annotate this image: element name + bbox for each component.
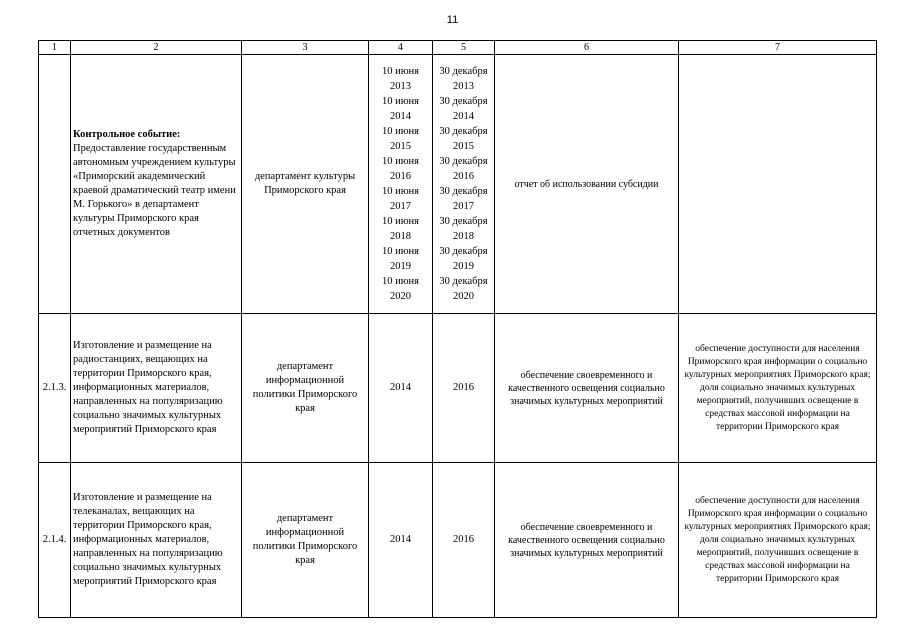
end-date: 30 декабря 2015 xyxy=(439,126,488,152)
executor-cell: департамент информационной политики Приморского края xyxy=(242,314,369,463)
column-header: 3 xyxy=(242,41,369,55)
row-number: 2.1.4. xyxy=(39,463,71,618)
plan-table xyxy=(38,40,877,618)
start-date: 10 июня 2015 xyxy=(381,126,420,152)
indicator-cell: обеспечение доступности для населения Приморского края информации о социально культурных мероприятиях Приморского края; доля социально значимых культурных мероприятий, получивших освещение в средствах массовой информации на территории Приморского края xyxy=(679,463,877,618)
start-date: 10 июня 2019 xyxy=(381,246,420,272)
end-date: 30 декабря 2014 xyxy=(439,96,488,122)
column-header: 4 xyxy=(369,41,433,55)
indicator-cell xyxy=(679,55,877,314)
executor-cell: департамент информационной политики Приморского края xyxy=(242,463,369,618)
activity-text: Предоставление государственным автономным учреждением культуры «Приморский академический краевой драматический театр имени М. Горького» в департамент культуры Приморского края отчетных документов xyxy=(73,143,236,238)
start-date: 10 июня 2018 xyxy=(381,216,420,242)
start-date: 10 июня 2016 xyxy=(381,156,420,182)
result-cell: обеспечение своевременного и качественного освещения социально значимых культурных мероприятий xyxy=(495,463,679,618)
start-year: 2014 xyxy=(369,463,433,618)
start-dates-cell xyxy=(369,55,433,314)
column-header: 1 xyxy=(39,41,71,55)
end-date: 30 декабря 2020 xyxy=(439,276,488,302)
column-header: 7 xyxy=(679,41,877,55)
start-date: 10 июня 2017 xyxy=(381,186,420,212)
indicator-cell: обеспечение доступности для населения Приморского края информации о социально культурных мероприятиях Приморского края; доля социально значимых культурных мероприятий, получивших освещение в средствах массовой информации на территории Приморского края xyxy=(679,314,877,463)
result-cell: обеспечение своевременного и качественного освещения социально значимых культурных мероприятий xyxy=(495,314,679,463)
table-row xyxy=(39,463,877,618)
end-date: 30 декабря 2017 xyxy=(439,186,488,212)
start-date: 10 июня 2014 xyxy=(381,96,420,122)
end-date: 30 декабря 2019 xyxy=(439,246,488,272)
end-year: 2016 xyxy=(433,463,495,618)
table-row xyxy=(39,314,877,463)
start-date: 10 июня 2013 xyxy=(381,66,420,92)
end-date: 30 декабря 2016 xyxy=(439,156,488,182)
end-year: 2016 xyxy=(433,314,495,463)
executor-cell: департамент культуры Приморского края xyxy=(242,55,369,314)
column-header: 5 xyxy=(433,41,495,55)
start-date: 10 июня 2020 xyxy=(381,276,420,302)
end-dates-cell xyxy=(433,55,495,314)
activity-cell: Изготовление и размещение на радиостанциях, вещающих на территории Приморского края, информационных материалов, направленных на популяризацию социально значимых культурных мероприятий Приморского края xyxy=(71,314,242,463)
page-number: 11 xyxy=(446,14,459,26)
start-year: 2014 xyxy=(369,314,433,463)
row-number xyxy=(39,55,71,314)
table-row xyxy=(39,55,877,314)
table-header-row xyxy=(39,41,877,55)
control-event-title: Контрольное событие: xyxy=(73,129,181,140)
column-header: 2 xyxy=(71,41,242,55)
result-cell: отчет об использовании субсидии xyxy=(495,55,679,314)
activity-cell: Изготовление и размещение на телеканалах, вещающих на территории Приморского края, информационных материалов, направленных на популяризацию социально значимых культурных мероприятий Приморского края xyxy=(71,463,242,618)
column-header: 6 xyxy=(495,41,679,55)
activity-cell xyxy=(71,55,242,314)
end-date: 30 декабря 2013 xyxy=(439,66,488,92)
end-date: 30 декабря 2018 xyxy=(439,216,488,242)
row-number: 2.1.3. xyxy=(39,314,71,463)
